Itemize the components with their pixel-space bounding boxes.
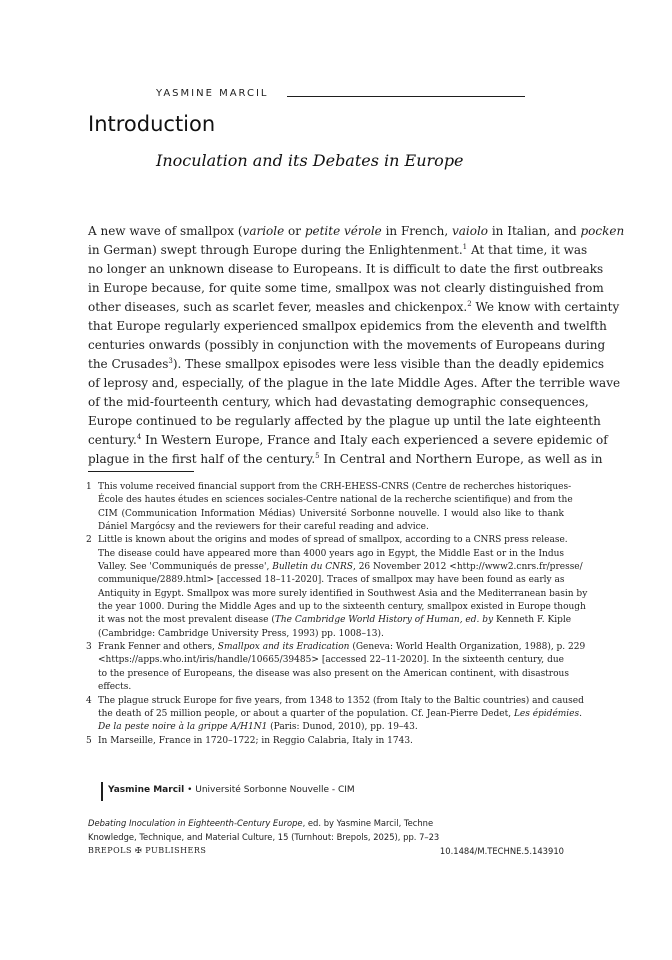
citation-book-title: Debating Inoculation in Eighteenth-Century Europe bbox=[88, 818, 303, 828]
text-run: The plague struck Europe for five years, from 1348 to 1352 (from Italy to the Baltic countries) and caused bbox=[98, 695, 584, 706]
footnote-line bbox=[88, 708, 582, 721]
footnote-line bbox=[88, 494, 573, 507]
text-run: École des hautes études en sciences sociales-Centre national de la recherche scientifique) and from the bbox=[98, 495, 573, 506]
text-run: (Cambridge: Cambridge University Press, 1993) pp. 1008–13). bbox=[98, 628, 384, 639]
text-run: ). These smallpox episodes were less visible than the deadly epidemics bbox=[172, 357, 605, 371]
footnotes bbox=[86, 481, 588, 748]
text-run: century. bbox=[88, 433, 137, 447]
text-run: <https://apps.who.int/iris/handle/10665/39485> [accessed 22–11-2020]. In the sixteenth century, due bbox=[98, 655, 564, 666]
footnote-line bbox=[88, 588, 588, 601]
text-run: Kenneth F. Kiple bbox=[493, 615, 572, 626]
text-run: of leprosy and, especially, of the plague in the late Middle Ages. After the terrible wave bbox=[88, 376, 621, 390]
footnote-5 bbox=[88, 735, 564, 748]
affiliation-author-name: Yasmine Marcil bbox=[108, 785, 185, 795]
footnote-ref: 1 bbox=[462, 243, 468, 251]
text-run: other diseases, such as scarlet fever, measles and chickenpox. bbox=[88, 300, 468, 314]
text-run: A new wave of smallpox ( bbox=[88, 224, 243, 238]
footnote-4 bbox=[86, 695, 584, 735]
footnote-line bbox=[88, 628, 564, 641]
italic-text: petite vérole bbox=[304, 224, 382, 238]
body-line bbox=[88, 222, 625, 241]
text-run: Dániel Margócsy and the reviewers for their careful reading and advice. bbox=[98, 522, 429, 533]
body-line bbox=[88, 412, 601, 431]
text-run: At that time, it was bbox=[467, 243, 588, 257]
text-run: no longer an unknown disease to Europeans. It is difficult to date the first outbreaks bbox=[88, 262, 604, 276]
text-run: in French, bbox=[381, 224, 452, 238]
footnote-ref: 3 bbox=[168, 357, 173, 365]
header-rule bbox=[287, 96, 525, 97]
citation-line-3 bbox=[88, 844, 564, 858]
body-line bbox=[88, 336, 606, 355]
footnote-line bbox=[88, 614, 572, 627]
footnote-rule bbox=[88, 471, 194, 472]
body-text bbox=[88, 222, 625, 469]
text-run: In Central and Northern Europe, as well as in bbox=[319, 452, 603, 466]
text-run: Europe continued to be regularly affected by the plague up until the late eighteenth bbox=[88, 414, 601, 428]
chapter-title: Introduction bbox=[88, 112, 216, 136]
running-head bbox=[156, 88, 526, 102]
affiliation-bar bbox=[101, 782, 103, 801]
text-run: in German) swept through Europe during the Enlightenment. bbox=[88, 243, 463, 257]
text-run: (Geneva: World Health Organization, 1988), p. 229 bbox=[349, 642, 586, 653]
body-line bbox=[88, 374, 621, 393]
footnote-3 bbox=[86, 641, 586, 694]
text-run: Little is known about the origins and modes of spread of smallpox, according to a CNRS press release. bbox=[98, 535, 568, 546]
text-run: Antiquity in Egypt. Smallpox was more surely identified in Southwest Asia and the Mediterranean basin by bbox=[98, 588, 588, 599]
footnote-line bbox=[88, 508, 564, 521]
footnote-line bbox=[88, 574, 564, 587]
citation-block bbox=[88, 816, 564, 858]
body-line bbox=[88, 355, 605, 374]
text-run: that Europe regularly experienced smallpox epidemics from the eleventh and twelfth bbox=[88, 319, 607, 333]
body-line bbox=[88, 317, 607, 336]
citation-line-2: Knowledge, Technique, and Material Culture, 15 (Turnhout: Brepols, 2025), pp. 7–23 bbox=[88, 832, 440, 842]
footnote-number: 4 bbox=[86, 695, 92, 706]
body-line bbox=[88, 431, 608, 450]
footnote-number: 5 bbox=[86, 735, 92, 746]
italic-text: De la peste noire à la grippe A/H1N1 bbox=[98, 722, 268, 733]
text-run: (Paris: Dunod, 2010), pp. 19–43. bbox=[267, 722, 418, 733]
footnote-line bbox=[86, 534, 568, 547]
publisher-logo: BREPOLS ✠ PUBLISHERS bbox=[88, 846, 207, 855]
footnote-1 bbox=[86, 481, 573, 534]
footnote-ref: 5 bbox=[315, 452, 320, 460]
text-run: The disease could have appeared more than 4000 years ago in Egypt, the Middle East or in the Indus bbox=[98, 548, 564, 559]
body-line bbox=[88, 241, 588, 260]
italic-text: pocken bbox=[580, 224, 625, 238]
text-run: the year 1000. During the Middle Ages and up to the sixteenth century, smallpox existed in Europe though bbox=[98, 602, 586, 613]
footnote-number: 3 bbox=[86, 642, 92, 653]
text-run: in Italian, and bbox=[488, 224, 581, 238]
text-run: In Western Europe, France and Italy each experienced a severe epidemic of bbox=[141, 433, 608, 447]
text-run: or bbox=[284, 224, 305, 238]
text-run: centuries onwards (possibly in conjunction with the movements of Europeans during bbox=[88, 338, 606, 352]
footnote-line bbox=[88, 668, 569, 681]
footnote-line bbox=[88, 654, 564, 667]
text-run: in Europe because, for quite some time, smallpox was not clearly distinguished from bbox=[88, 281, 604, 295]
footnote-line bbox=[88, 721, 564, 734]
doi: 10.1484/M.TECHNE.5.143910 bbox=[439, 846, 564, 856]
text-run: effects. bbox=[98, 682, 132, 693]
footnote-ref: 2 bbox=[467, 300, 472, 308]
italic-text: Smallpox and its Eradication bbox=[217, 642, 350, 653]
footnote-line bbox=[88, 735, 564, 748]
text-run: Valley. See 'Communiqués de presse', bbox=[98, 562, 273, 573]
italic-text: variole bbox=[242, 224, 285, 238]
footnote-line bbox=[88, 548, 564, 561]
text-run: , 26 November 2012 <http://www2.cnrs.fr/presse/ bbox=[352, 562, 583, 573]
italic-text: Bulletin du CNRS bbox=[272, 562, 353, 573]
citation-line-1 bbox=[88, 816, 564, 830]
body-line bbox=[88, 260, 604, 279]
italic-text: The Cambridge World History of Human, ed. by bbox=[274, 615, 494, 626]
chapter-subtitle: Inoculation and its Debates in Europe bbox=[156, 151, 464, 170]
text-run: it was not the most prevalent disease ( bbox=[98, 615, 275, 626]
footnote-number: 1 bbox=[86, 482, 92, 492]
body-line bbox=[88, 450, 603, 469]
italic-text: vaiolo bbox=[451, 224, 489, 238]
text-run: This volume received financial support from the CRH-EHESS-CNRS (Centre de recherches historiques- bbox=[98, 482, 572, 492]
body-line bbox=[88, 298, 620, 317]
text-run: CIM (Communication Information Médias) Université Sorbonne nouvelle. I would also like to thank bbox=[98, 508, 564, 519]
footnote-line bbox=[88, 521, 564, 534]
footnote-line bbox=[86, 641, 586, 654]
footnote-line bbox=[88, 681, 564, 694]
footnote-line bbox=[86, 695, 584, 708]
text-run: the death of 25 million people, or about a quarter of the population. Cf. Jean-Pierre Dedet, bbox=[98, 708, 514, 719]
text-run: of the mid-fourteenth century, which had devastating demographic consequences, bbox=[88, 395, 589, 409]
text-run: In Marseille, France in 1720–1722; in Reggio Calabria, Italy in 1743. bbox=[98, 735, 413, 746]
text-run: to the presence of Europeans, the disease was also present on the American continent, with disastrous bbox=[98, 668, 569, 679]
footnote-line bbox=[86, 481, 572, 494]
text-run: communique/2889.html> [accessed 18–11-2020]. Traces of smallpox may have been found as early as bbox=[98, 575, 565, 586]
affiliation-separator: • bbox=[184, 785, 196, 795]
footnote-line bbox=[88, 561, 583, 574]
footnote-number: 2 bbox=[86, 535, 92, 546]
italic-text: Les épidémies. bbox=[513, 708, 582, 719]
author-affiliation bbox=[108, 784, 355, 797]
footnote-2 bbox=[86, 534, 588, 641]
body-line bbox=[88, 393, 589, 412]
body-line bbox=[88, 279, 604, 298]
text-run: We know with certainty bbox=[471, 300, 620, 314]
running-head-author: YASMINE MARCIL bbox=[156, 88, 269, 99]
text-run: Frank Fenner and others, bbox=[98, 642, 218, 653]
footnote-line bbox=[88, 601, 586, 614]
affiliation-institution: Université Sorbonne Nouvelle - CIM bbox=[195, 785, 355, 795]
text-run: plague in the first half of the century. bbox=[88, 452, 316, 466]
text-run: the Crusades bbox=[88, 357, 169, 371]
citation-line-1-rest: , ed. by Yasmine Marcil, Techne bbox=[302, 818, 434, 828]
footnote-ref: 4 bbox=[136, 433, 142, 441]
